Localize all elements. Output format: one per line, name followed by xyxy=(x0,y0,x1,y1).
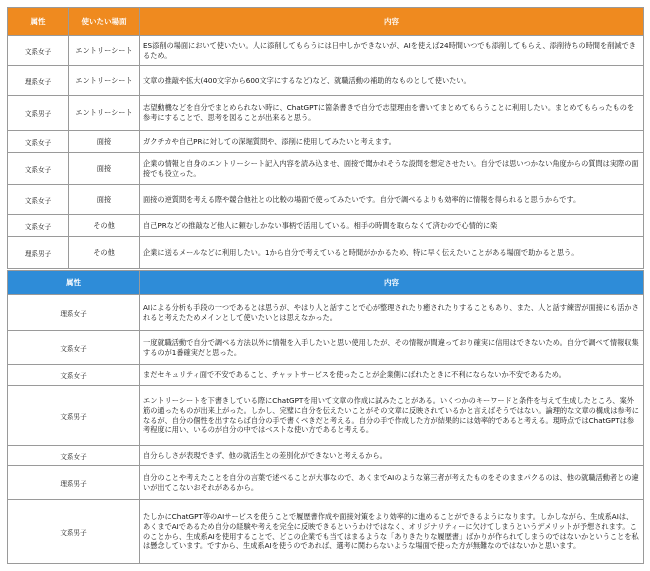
usage-scene-cell: エントリーシート xyxy=(69,36,140,66)
table-row xyxy=(8,66,644,96)
attribute-cell: 文系男子 xyxy=(8,96,69,131)
table-row xyxy=(8,96,644,131)
content-cell: たしかにChatGPT等のAIサービスを使うことで履歴書作成や面接対策をより効率的に進めることができるようになります。しかしながら、生成系AIは、あくまでAIであるため自分の経験や考えを完全に反映できるというわけではなく、オリジナリティーに欠けてしまうというデメリットが予想されます。このことから、生成系AIを使用することで、どこの企業でも当てはまるような「ありきたりな履歴書」ばかりが作られてしまうのではないかということを私は懸念しています。ですから、生成系AIを使うのであれば、選考に関わらないような場面で使った方が無難なのではないかと思います。 xyxy=(140,500,644,564)
usage-scene-cell: その他 xyxy=(69,215,140,237)
usage-scene-cell: 面接 xyxy=(69,153,140,185)
table1-header-row xyxy=(8,8,644,36)
table-row xyxy=(8,237,644,269)
header-content: 内容 xyxy=(140,271,644,295)
table-row xyxy=(8,36,644,66)
table-row xyxy=(8,500,644,564)
content-cell: 自分のことや考えたことを自分の言葉で述べることが大事なので、あくまでAIのような第三者が考えたものをそのままパクるのは、他の就職活動者との違いが出てこないおそれがあるから。 xyxy=(140,466,644,500)
content-cell: エントリーシートを下書きしている際にChatGPTを用いて文章の作成に試みたことがある。いくつかのキーワードと条件を与えて生成したところ、案外筋の通ったものが出来上がった。しかし、完璧に自分を伝えたいことがその文章に反映されているかと言えばそうではない。論理的な文章の構成は参考になるが、自分の個性を出すならば自分の手で書くべきだと考える。自分の手で作成した方が結果的には効率的であると考える。現時点ではChatGPTは参考程度に用い、いるのが自分の中ではベストな使い方であると考える。 xyxy=(140,386,644,446)
attribute-cell: 理系女子 xyxy=(8,295,140,331)
attribute-cell: 理系男子 xyxy=(8,237,69,269)
content-cell: ガクチカや自己PRに対しての深堀質問や、添削に使用してみたいと考えます。 xyxy=(140,131,644,153)
table-row xyxy=(8,365,644,386)
usage-scene-cell: エントリーシート xyxy=(69,96,140,131)
usage-scene-cell: エントリーシート xyxy=(69,66,140,96)
content-cell: まだセキュリティ面で不安であること、チャットサービスを使ったことが企業側にばれたときに不利にならないか不安であるため。 xyxy=(140,365,644,386)
table-row xyxy=(8,331,644,365)
usage-scene-cell: 面接 xyxy=(69,185,140,215)
attribute-cell: 文系女子 xyxy=(8,446,140,466)
attribute-cell: 文系女子 xyxy=(8,153,69,185)
attribute-cell: 理系女子 xyxy=(8,66,69,96)
content-cell: ES添削の場面において使いたい。人に添削してもらうには日中しかできないが、AIを使えば24時間いつでも添削してもらえ、添削待ちの時間を削減できるため。 xyxy=(140,36,644,66)
content-cell: 企業の情報と自身のエントリーシート記入内容を読み込ませ、面接で聞かれそうな設問を想定させたい。自分では思いつかない角度からの質問は実際の面接でも役立った。 xyxy=(140,153,644,185)
content-cell: 文章の推敲や拡大(400文字から600文字にするなど)など、就職活動の補助的なものとして使いたい。 xyxy=(140,66,644,96)
header-usage-scene: 使いたい場面 xyxy=(69,8,140,36)
table-row xyxy=(8,215,644,237)
attribute-cell: 文系女子 xyxy=(8,131,69,153)
content-cell: AIによる分析も手段の一つであるとは思うが、やはり人と話すことで心が整理されたり癒されたりすることもあり、また、人と話す練習が面接にも活かされると考えたためメインとして使いたいとは思えなかった。 xyxy=(140,295,644,331)
table2-header-row xyxy=(8,271,644,295)
attribute-cell: 文系女子 xyxy=(8,331,140,365)
table-row xyxy=(8,386,644,446)
attribute-cell: 文系女子 xyxy=(8,36,69,66)
table-row xyxy=(8,466,644,500)
content-cell: 志望動機などを自分でまとめられない時に、ChatGPTに箇条書きで自分で志望理由を書いてまとめてもらうことに利用したい。まとめてもらったものを参考にすることで、思考を図ることが出来ると思う。 xyxy=(140,96,644,131)
content-cell: 企業に送るメールなどに利用したい。1から自分で考えていると時間がかかるため、特に早く伝えたいことがある場面で助かると思う。 xyxy=(140,237,644,269)
table-row xyxy=(8,446,644,466)
attribute-cell: 文系女子 xyxy=(8,365,140,386)
usage-scene-cell: 面接 xyxy=(69,131,140,153)
attribute-cell: 文系女子 xyxy=(8,185,69,215)
reasons-table xyxy=(7,270,644,564)
attribute-cell: 文系男子 xyxy=(8,386,140,446)
attribute-cell: 文系男子 xyxy=(8,500,140,564)
content-cell: 自分らしさが表現できず、他の就活生との差別化ができないと考えるから。 xyxy=(140,446,644,466)
table-row xyxy=(8,185,644,215)
table-row xyxy=(8,153,644,185)
table-row xyxy=(8,295,644,331)
content-cell: 自己PRなどの推敲など他人に頼むしかない事柄で活用している。相手の時間を取らなくて済むので心情的に楽 xyxy=(140,215,644,237)
header-attribute: 属性 xyxy=(8,271,140,295)
attribute-cell: 文系女子 xyxy=(8,215,69,237)
table-row xyxy=(8,131,644,153)
usage-scene-cell: その他 xyxy=(69,237,140,269)
usage-scenes-table xyxy=(7,7,644,269)
content-cell: 一度就職活動で自分で調べる方法以外に情報を入手したいと思い使用したが、その情報が間違っており確実に信用はできないため。自分で調べて情報収集するのが1番確実だと思った。 xyxy=(140,331,644,365)
attribute-cell: 理系男子 xyxy=(8,466,140,500)
content-cell: 面接の逆質問を考える際や競合他社との比較の場面で使ってみたいです。自分で調べるよりも効率的に情報を得られると思うからです。 xyxy=(140,185,644,215)
header-attribute: 属性 xyxy=(8,8,69,36)
header-content: 内容 xyxy=(140,8,644,36)
